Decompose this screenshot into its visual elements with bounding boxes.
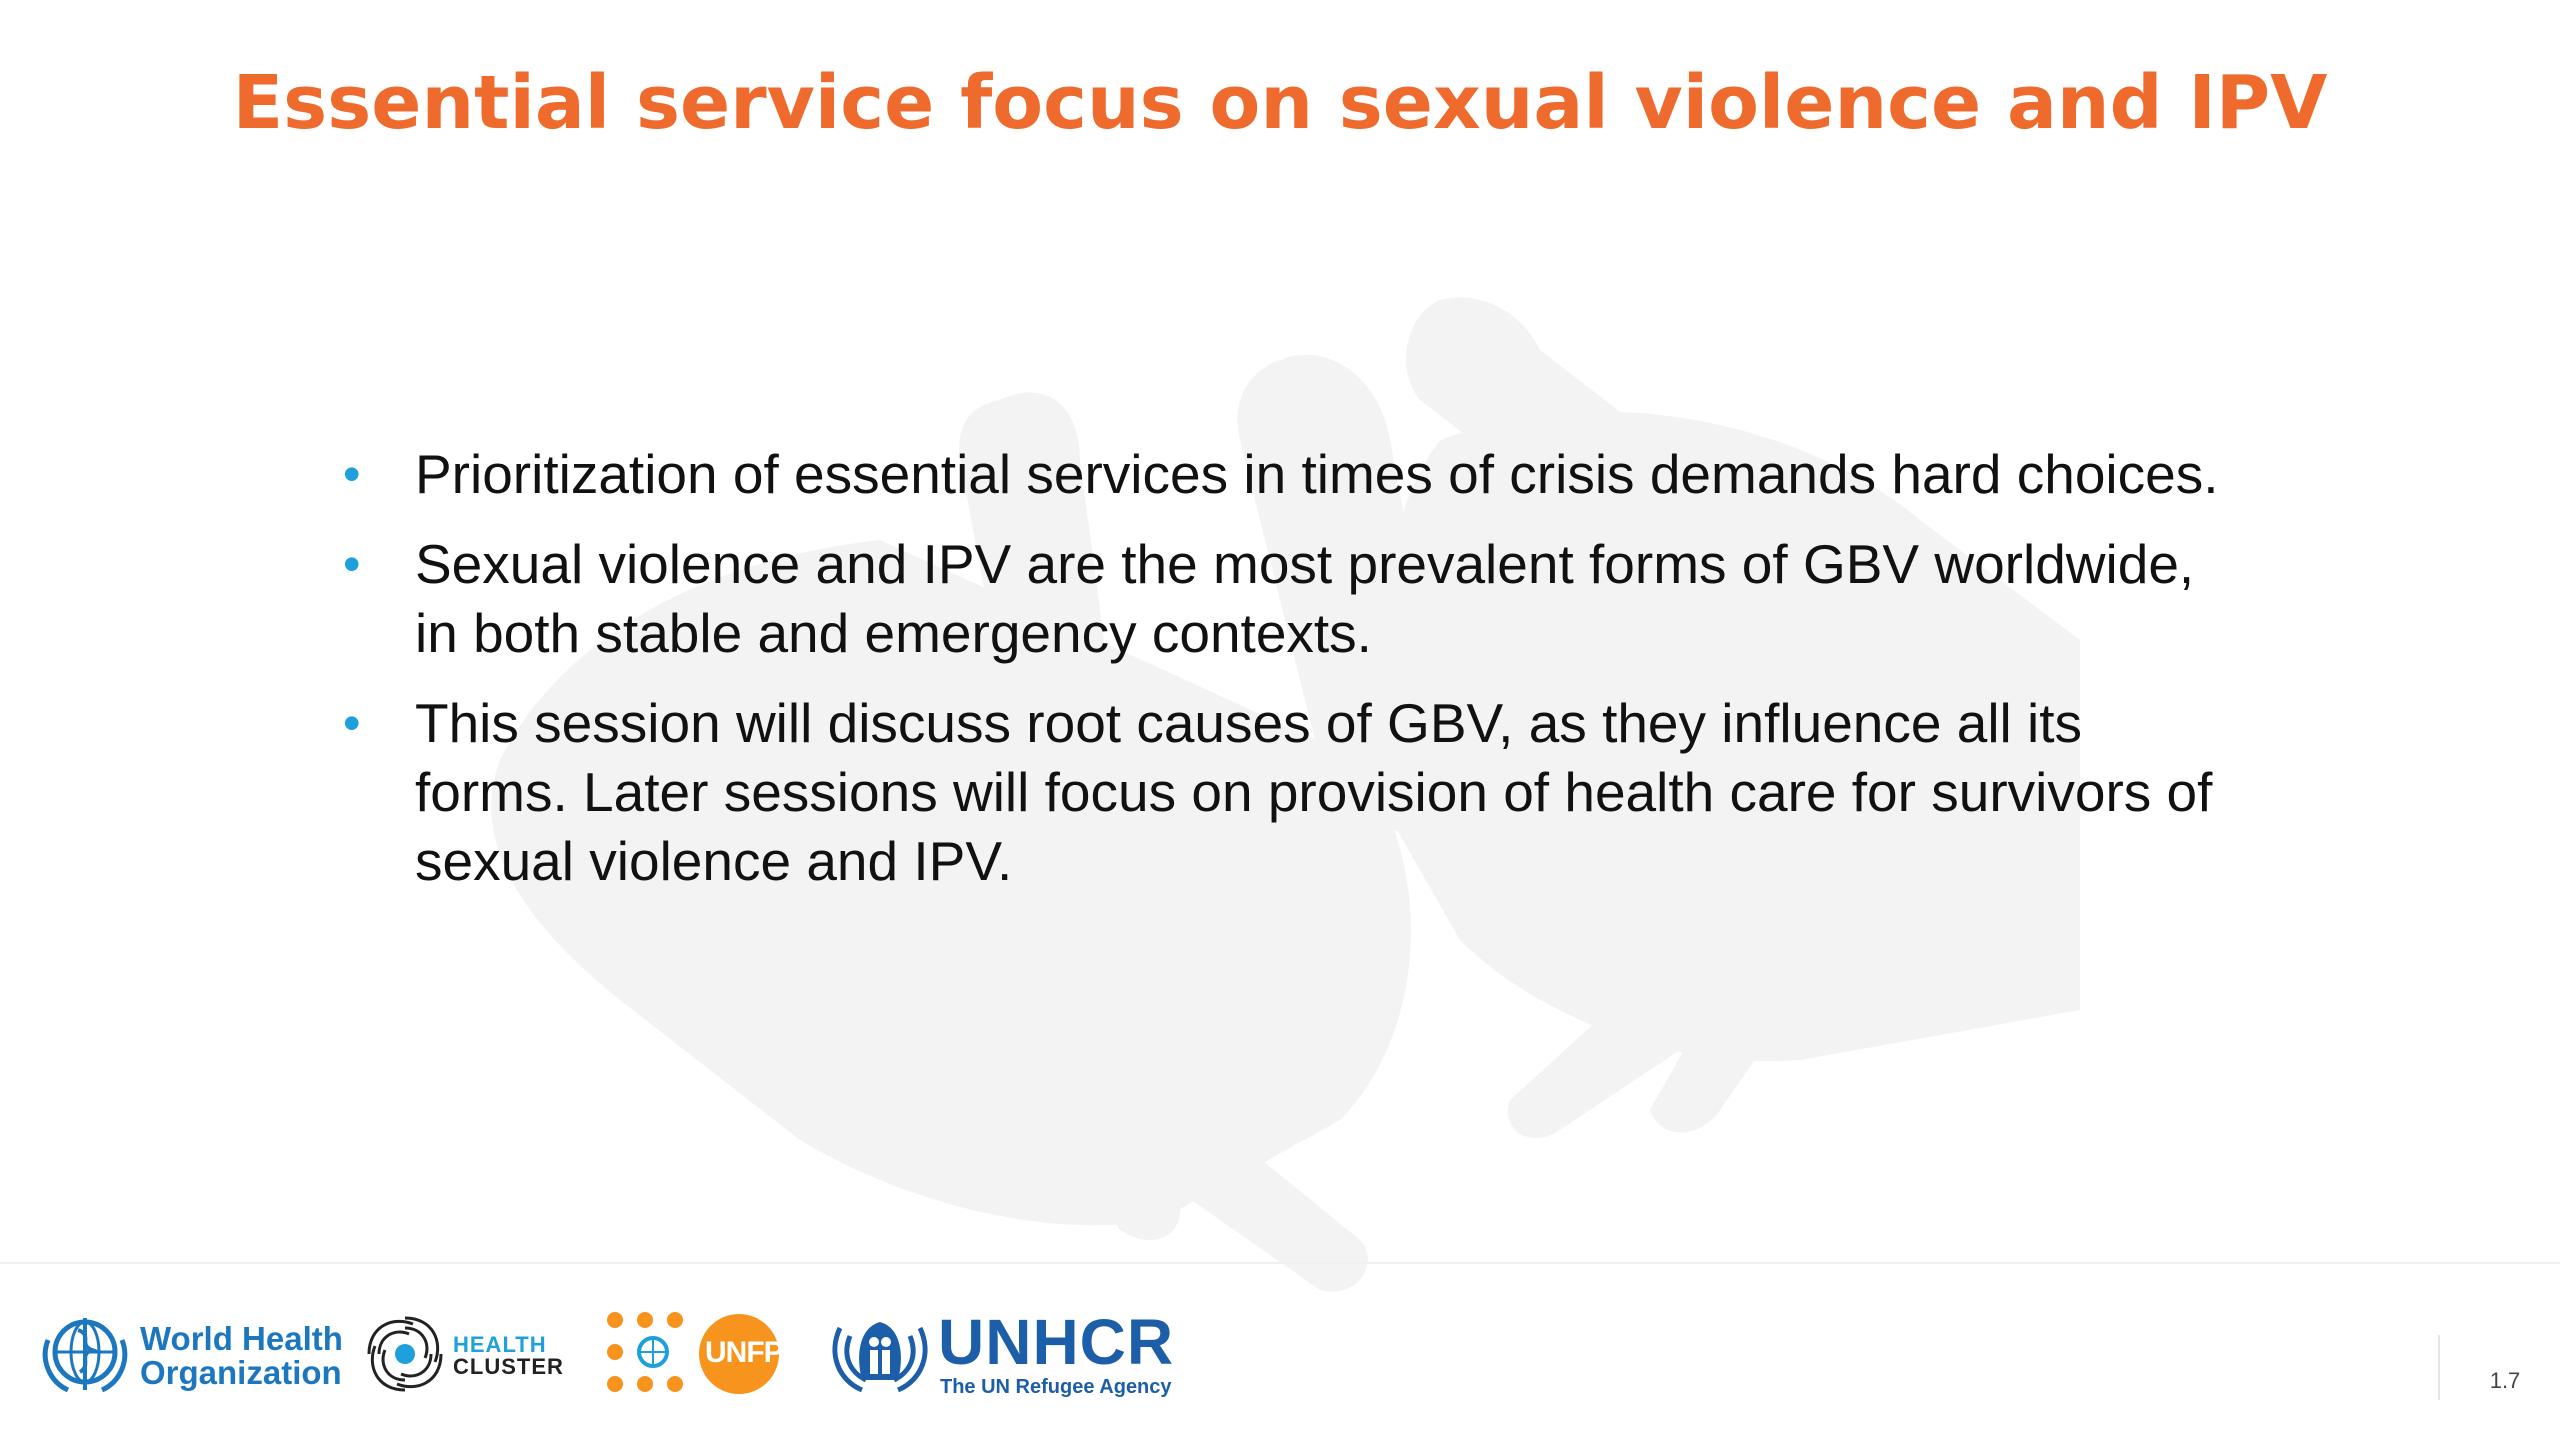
unhcr-emblem-icon (828, 1308, 933, 1398)
who-logo (38, 1300, 343, 1410)
unfpa-logo-text: UNFPA (705, 1336, 802, 1369)
bullet-list (335, 440, 2235, 917)
unfpa-logo (603, 1300, 833, 1410)
unhcr-tagline: The UN Refugee Agency (940, 1376, 1172, 1398)
unhcr-logo-text: UNHCR (938, 1306, 1175, 1378)
who-emblem-icon (38, 1310, 133, 1400)
bullet-text: Sexual violence and IPV are the most prevalent forms of GBV worldwide, in both stable and emergency contexts. (415, 533, 2195, 664)
slide-title: Essential service focus on sexual violence and IPV (232, 60, 2328, 146)
footer-divider (0, 1262, 2560, 1264)
who-logo-text: World Health Organization (140, 1320, 343, 1391)
bullet-item (335, 440, 2235, 509)
unhcr-logo (828, 1300, 1248, 1410)
health-cluster-swirl-icon (363, 1312, 448, 1397)
bullet-dot-icon: • (343, 536, 361, 592)
health-cluster-text: HEALTH CLUSTER (453, 1332, 564, 1379)
bullet-item (335, 689, 2235, 896)
page-number: 1.7 (2489, 1368, 2521, 1393)
bullet-item (335, 530, 2235, 668)
health-cluster-logo (363, 1300, 593, 1410)
bullet-dot-icon: • (343, 695, 361, 751)
bullet-text: This session will discuss root causes of GBV, as they influence all its forms. Later sessions will focus on provision of health care for survivors of sexual violence and IPV. (415, 692, 2213, 892)
bullet-text: Prioritization of essential services in times of crisis demands hard choices. (415, 443, 2219, 505)
page-number-divider (2438, 1335, 2440, 1400)
bullet-dot-icon: • (343, 446, 361, 502)
